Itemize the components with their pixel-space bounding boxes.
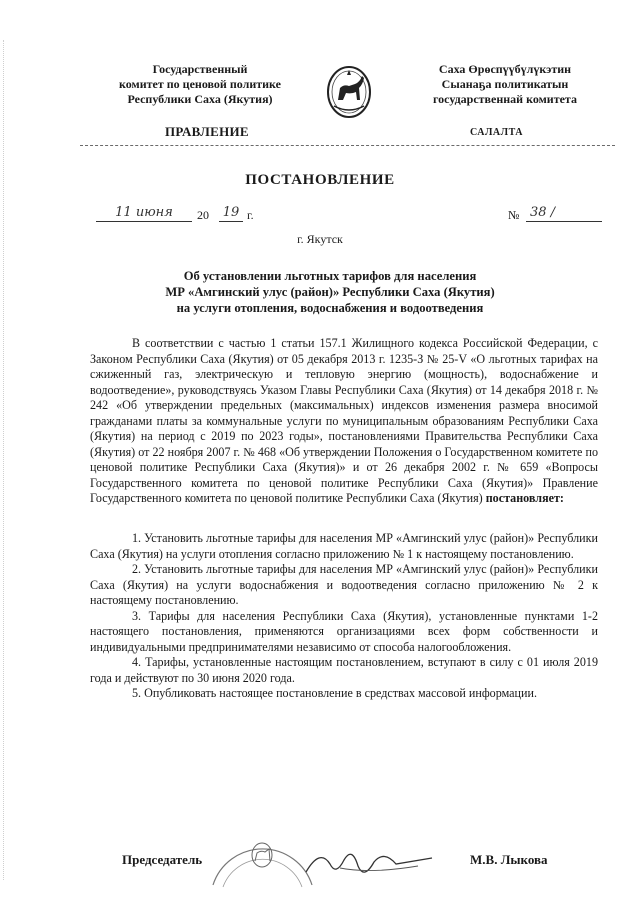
year-suffix: г. (247, 208, 254, 222)
signatory-name: М.В. Лыкова (470, 852, 548, 867)
document-city: г. Якутск (297, 232, 343, 246)
document-title (100, 268, 560, 316)
header-org-sakha-line: государственнай комитета (433, 92, 577, 106)
document-body (90, 336, 598, 702)
resolution-item: 2. Установить льготные тарифы для населения МР «Амгинский улус (район)» Республики Саха (Якутия) на услуги водоснабжения и водоотведения согласно приложению № 2 к настоящему постановлению. (90, 562, 598, 608)
handwritten-document-number: 38 / (526, 205, 602, 222)
preamble-paragraph (90, 336, 598, 507)
department-sakha: САЛАЛТА (470, 127, 523, 138)
year-prefix: 20 (197, 208, 209, 222)
resolution-item: 3. Тарифы для населения Республики Саха (Якутия), установленные пунктами 1-2 настоящего постановления, применяются организациями всех форм собственности и индивидуальными предпринимателями независимо от способа налогообложения. (90, 608, 598, 654)
header-org-sakha-line: Сыанаҕа политикатын (441, 77, 569, 91)
scan-edge-line (3, 40, 5, 880)
department-ru: ПРАВЛЕНИЕ (165, 124, 249, 139)
handwritten-signature-icon (300, 838, 440, 888)
document-title-line: Об установлении льготных тарифов для населения (183, 269, 477, 283)
signatory-role: Председатель (122, 852, 203, 867)
number-sign: № (508, 208, 520, 222)
header-org-ru-line: Республики Саха (Якутия) (127, 92, 273, 106)
resolution-item: 4. Тарифы, установленные настоящим постановлением, вступают в силу с 01 июля 2019 года и действуют по 30 июня 2020 года. (90, 655, 598, 685)
header-org-ru-line: Государственный (152, 62, 248, 76)
document-type-heading: ПОСТАНОВЛЕНИЕ (245, 172, 395, 188)
header-org-ru (95, 62, 305, 107)
header-org-ru-line: комитет по ценовой политике (119, 77, 281, 91)
coat-of-arms-emblem-icon (322, 62, 376, 120)
preamble-resolves: постановляет: (485, 491, 564, 506)
resolution-item: 1. Установить льготные тарифы для населения МР «Амгинский улус (район)» Республики Саха (Якутия) на услуги отопления согласно приложению № 1 к настоящему постановлению. (90, 531, 598, 561)
document-title-line: МР «Амгинский улус (район)» Республики Саха (Якутия) (165, 285, 495, 299)
resolution-item: 5. Опубликовать настоящее постановление в средствах массовой информации. (132, 686, 537, 701)
handwritten-date: 11 июня (96, 205, 192, 222)
header-org-sakha (395, 62, 615, 107)
handwritten-year: 19 (219, 205, 243, 222)
resolution-items (90, 531, 598, 702)
header-org-sakha-line: Саха Өрөспүүбүлүкэтин (438, 62, 572, 76)
preamble-text: В соответствии с частью 1 статьи 157.1 Жилищного кодекса Российской Федерации, с Законом Республики Саха (Якутия) от 05 декабря 2013 г. 1235-З № 25-V «О льготных тарифах на сжиженный газ, электрическую и тепловую энергию (мощность), водоснабжение и водоотведение», руководствуясь Указом Главы Республики Саха (Якутия) от 14 декабря 2018 г. № 242 «Об утверждении предельных (максимальных) индексов изменения размера вносимой гражданами платы за коммунальные услуги по муниципальным образованиям Республики Саха (Якутия) на период с 2019 по 2023 годы», постановлениями Правительства Республики Саха (Якутия) от 22 ноября 2007 г. № 468 «Об утверждении Положения о Государственном комитете по ценовой политике Республики Саха (Якутия)» и от 26 декабря 2002 г. № 659 «Вопросы Государственного комитета по ценовой политике Республики Саха (Якутия)» Правление Государственного комитета по ценовой политике Республики Саха (Якутия) (90, 336, 598, 506)
header-divider (80, 145, 615, 146)
document-title-line: на услуги отопления, водоснабжения и водоотведения (176, 301, 484, 315)
